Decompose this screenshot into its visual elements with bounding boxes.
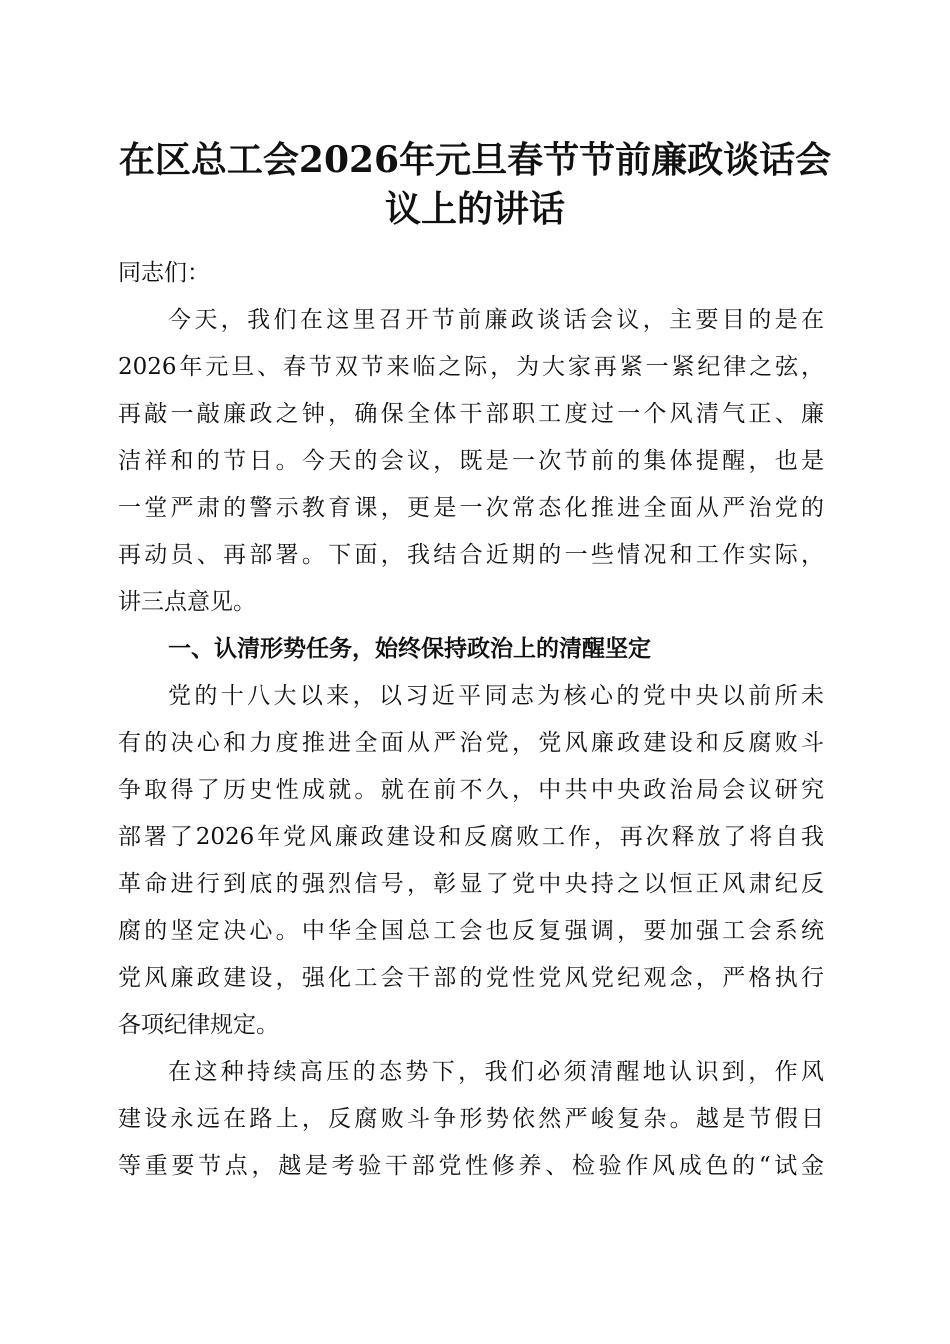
paragraph-line: 在这种持续高压的态势下，我们必须清醒地认识到，作风 [168,1059,824,1085]
paragraph-line: 党的十八大以来，以习近平同志为核心的党中央以前所未 [168,683,824,709]
paragraph-line: 再动员、再部署。下面，我结合近期的一些情况和工作实际， [118,542,824,568]
paragraph-line: 争取得了历史性成就。就在前不久，中共中央政治局会议研究 [118,777,824,803]
paragraph-line: 再敲一敲廉政之钟，确保全体干部职工度过一个风清气正、廉 [118,401,824,427]
section-paragraph [118,673,824,1049]
paragraph-line: 等重要节点，越是考验干部党性修养、检验作风成色的“试金 [118,1153,824,1179]
section-heading: 一、认清形势任务，始终保持政治上的清醒坚定 [168,636,651,662]
paragraph-line: 洁祥和的节日。今天的会议，既是一次节前的集体提醒，也是 [118,448,824,474]
paragraph-line: 部署了2026年党风廉政建设和反腐败工作，再次释放了将自我 [118,824,824,850]
paragraph-line: 革命进行到底的强烈信号，彰显了党中央持之以恒正风肃纪反 [118,871,824,897]
paragraph-line: 有的决心和力度推进全面从严治党，党风廉政建设和反腐败斗 [118,730,824,756]
paragraph-line: 2026年元旦、春节双节来临之际，为大家再紧一紧纪律之弦， [118,354,824,380]
paragraph-line: 一堂严肃的警示教育课，更是一次常态化推进全面从严治党的 [118,495,824,521]
document-body [118,250,824,1190]
paragraph-line: 讲三点意见。 [118,589,256,615]
document-title [118,136,832,234]
paragraph-line: 腐的坚定决心。中华全国总工会也反复强调，要加强工会系统 [118,918,824,944]
paragraph-line: 各项纪律规定。 [118,1012,279,1038]
title-line: 在区总工会2026年元旦春节节前廉政谈话会 [118,139,832,181]
paragraph-line: 今天，我们在这里召开节前廉政谈话会议，主要目的是在 [168,307,824,333]
salutation: 同志们： [118,260,210,286]
paragraph-line: 建设永远在路上，反腐败斗争形势依然严峻复杂。越是节假日 [118,1106,824,1132]
section-paragraph [118,1049,824,1190]
intro-paragraph [118,297,824,626]
paragraph-line: 党风廉政建设，强化工会干部的党性党风党纪观念，严格执行 [118,965,824,991]
title-line: 议上的讲话 [384,188,565,230]
